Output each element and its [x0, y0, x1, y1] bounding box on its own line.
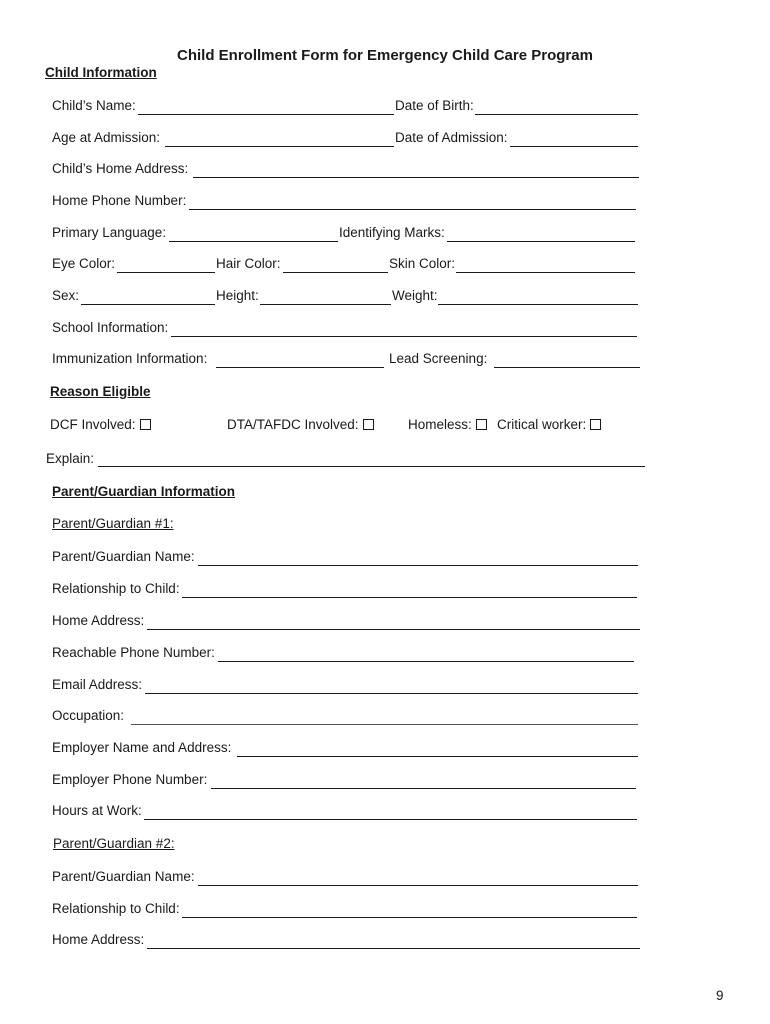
page-number: 9	[716, 988, 724, 1003]
dta-checkbox[interactable]	[363, 419, 374, 430]
explain-field[interactable]	[98, 466, 645, 467]
school-label: School Information:	[52, 320, 169, 335]
home-address-label: Child’s Home Address:	[52, 161, 189, 176]
section-parent-guardian: Parent/Guardian Information	[52, 484, 236, 499]
homeless-item[interactable]	[408, 417, 487, 432]
dob-field[interactable]	[475, 114, 638, 115]
skin-color-field[interactable]	[456, 272, 635, 273]
pg2-name-label: Parent/Guardian Name:	[52, 869, 195, 884]
homeless-label: Homeless:	[408, 417, 472, 432]
pg1-heading: Parent/Guardian #1:	[52, 516, 174, 531]
immunization-field[interactable]	[216, 367, 384, 368]
school-field[interactable]	[171, 336, 637, 337]
pg2-relationship-field[interactable]	[182, 917, 637, 918]
pg1-occupation-label: Occupation:	[52, 708, 125, 723]
home-phone-field[interactable]	[189, 209, 636, 210]
sex-field[interactable]	[81, 304, 215, 305]
eye-color-field[interactable]	[117, 272, 215, 273]
page-title: Child Enrollment Form for Emergency Child Care Program	[177, 47, 593, 64]
age-label: Age at Admission:	[52, 130, 161, 145]
pg1-employer-phone-field[interactable]	[211, 788, 636, 789]
hair-color-label: Hair Color:	[216, 256, 281, 271]
pg2-relationship-label: Relationship to Child:	[52, 901, 180, 916]
homeless-checkbox[interactable]	[476, 419, 487, 430]
pg1-hours-field[interactable]	[144, 819, 637, 820]
pg1-occupation-field[interactable]	[131, 724, 638, 725]
explain-label: Explain:	[46, 451, 95, 466]
pg2-heading: Parent/Guardian #2:	[53, 836, 175, 851]
section-child-information: Child Information	[45, 65, 157, 80]
weight-label: Weight:	[392, 288, 438, 303]
pg1-phone-field[interactable]	[218, 661, 634, 662]
dcf-checkbox[interactable]	[140, 419, 151, 430]
pg1-name-label: Parent/Guardian Name:	[52, 549, 195, 564]
height-field[interactable]	[260, 304, 391, 305]
eye-color-label: Eye Color:	[52, 256, 116, 271]
home-address-field[interactable]	[193, 177, 639, 178]
language-field[interactable]	[169, 241, 338, 242]
home-phone-label: Home Phone Number:	[52, 193, 187, 208]
dta-label: DTA/TAFDC Involved:	[227, 417, 359, 432]
pg1-relationship-label: Relationship to Child:	[52, 581, 180, 596]
hair-color-field[interactable]	[283, 272, 388, 273]
doa-label: Date of Admission:	[395, 130, 508, 145]
pg1-address-field[interactable]	[147, 629, 640, 630]
pg1-employer-phone-label: Employer Phone Number:	[52, 772, 208, 787]
critical-worker-checkbox[interactable]	[590, 419, 601, 430]
lead-field[interactable]	[494, 367, 640, 368]
pg1-relationship-field[interactable]	[182, 597, 637, 598]
pg2-address-label: Home Address:	[52, 932, 145, 947]
pg1-email-field[interactable]	[145, 693, 638, 694]
height-label: Height:	[216, 288, 259, 303]
dob-label: Date of Birth:	[395, 98, 474, 113]
doa-field[interactable]	[510, 146, 638, 147]
pg1-name-field[interactable]	[198, 565, 638, 566]
marks-field[interactable]	[447, 241, 635, 242]
age-field[interactable]	[165, 146, 394, 147]
pg1-employer-label: Employer Name and Address:	[52, 740, 232, 755]
critical-worker-label: Critical worker:	[497, 417, 587, 432]
pg1-address-label: Home Address:	[52, 613, 145, 628]
skin-color-label: Skin Color:	[389, 256, 456, 271]
section-reason-eligible: Reason Eligible	[50, 384, 151, 399]
pg1-hours-label: Hours at Work:	[52, 803, 142, 818]
pg1-employer-field[interactable]	[237, 756, 638, 757]
pg1-email-label: Email Address:	[52, 677, 143, 692]
pg1-phone-label: Reachable Phone Number:	[52, 645, 215, 660]
marks-label: Identifying Marks:	[339, 225, 445, 240]
dcf-item[interactable]	[50, 417, 151, 432]
critical-worker-item[interactable]	[497, 417, 601, 432]
childs-name-label: Child’s Name:	[52, 98, 136, 113]
childs-name-field[interactable]	[138, 114, 394, 115]
immunization-label: Immunization Information:	[52, 351, 208, 366]
dcf-label: DCF Involved:	[50, 417, 136, 432]
pg2-name-field[interactable]	[198, 885, 638, 886]
sex-label: Sex:	[52, 288, 80, 303]
dta-item[interactable]	[227, 417, 374, 432]
lead-label: Lead Screening:	[389, 351, 488, 366]
pg2-address-field[interactable]	[147, 948, 640, 949]
language-label: Primary Language:	[52, 225, 167, 240]
weight-field[interactable]	[438, 304, 638, 305]
